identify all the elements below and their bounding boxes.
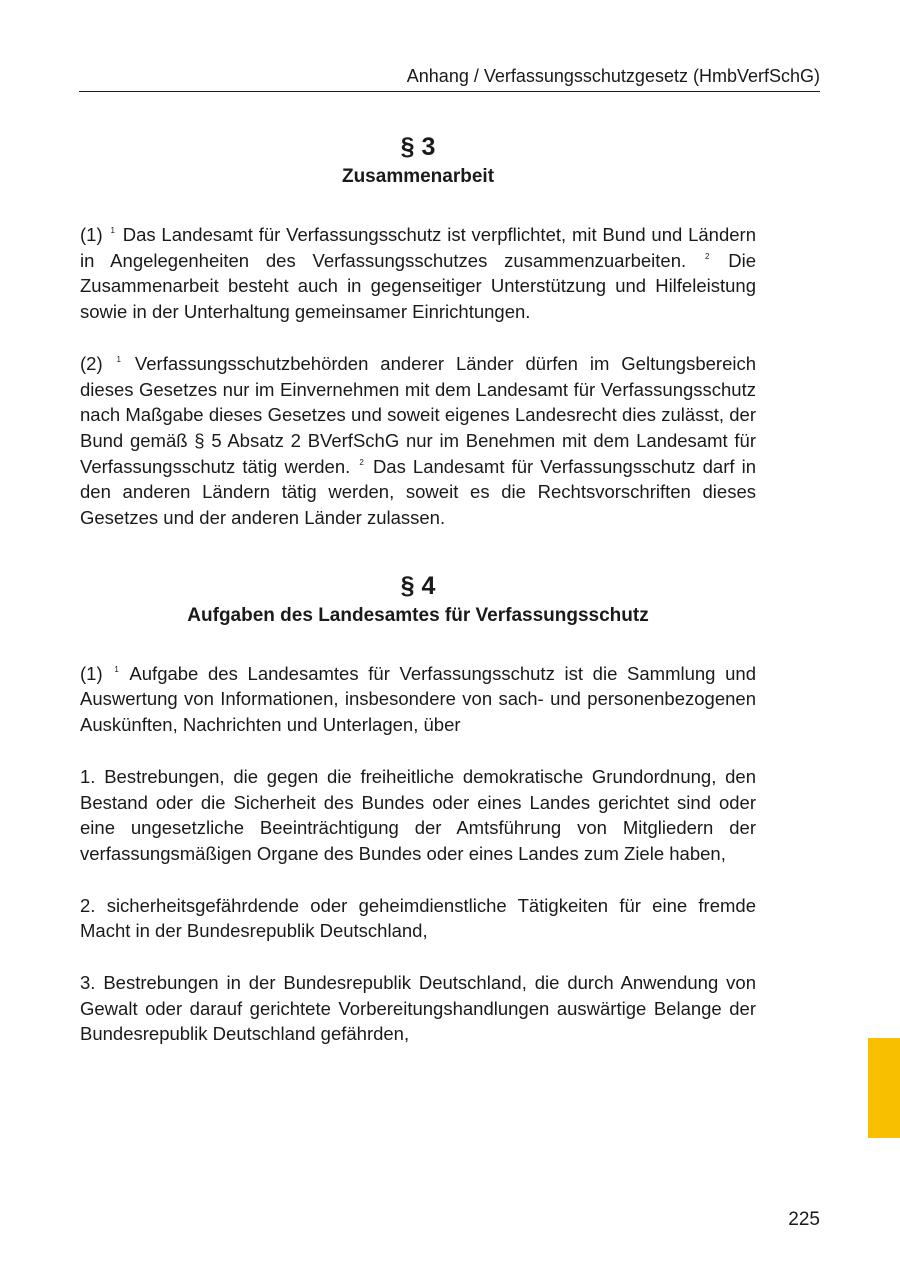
paragraph-label: (1) bbox=[80, 224, 103, 245]
paragraph-text: Aufgabe des Landesamtes für Verfassungsschutz ist die Sammlung und Auswertung von Informationen, insbesondere von sach- und personenbezogenen Auskünften, Nachrichten und Unterlagen, über bbox=[80, 662, 757, 736]
paragraph-label: (2) bbox=[80, 352, 103, 374]
paragraph-text: Die Zusammenarbeit besteht auch in gegenseitiger Unterstützung und Hilfeleistung sowie in der Unterhaltung gemeinsamer Einrichtungen. bbox=[80, 249, 756, 323]
section-4-paragraph-1 bbox=[80, 661, 756, 738]
section-4-title: Aufgaben des Landesamtes für Verfassungsschutz bbox=[187, 604, 649, 626]
section-4-number: § 4 bbox=[400, 571, 436, 600]
sentence-marker: 2 bbox=[704, 251, 710, 261]
paragraph-text: Das Landesamt für Verfassungsschutz ist verpflichtet, mit Bund und Ländern in Angelegenheiten des Verfassungsschutzes zusammenzuarbeiten. bbox=[80, 224, 756, 271]
list-item: 3. Bestrebungen in der Bundesrepublik Deutschland, die durch Anwendung von Gewalt oder darauf gerichtete Vorbereitungshandlungen auswärtige Belange der Bundesrepublik Deutschland gefährden, bbox=[80, 972, 756, 1045]
chapter-tab-marker bbox=[868, 1038, 900, 1138]
page-body bbox=[80, 130, 756, 1073]
sentence-marker: 1 bbox=[110, 226, 115, 235]
list-item: 2. sicherheitsgefährdende oder geheimdienstliche Tätigkeiten für eine fremde Macht in der Bundesrepublik Deutschland, bbox=[80, 894, 756, 942]
paragraph-label: (1) bbox=[80, 662, 103, 684]
section-3-number: § 3 bbox=[400, 133, 436, 161]
running-header: Anhang / Verfassungsschutzgesetz (HmbVerfSchG) bbox=[406, 66, 820, 86]
section-3-paragraph-1 bbox=[80, 222, 756, 325]
sentence-marker: 2 bbox=[359, 457, 364, 467]
page-number: 225 bbox=[788, 1209, 820, 1230]
paragraph-text: Verfassungsschutzbehörden anderer Länder dürfen im Geltungsbereich dieses Gesetzes nur im Einvernehmen mit dem Landesamt für Verfassungsschutz nach Maßgabe dieses Gesetzes und soweit eigenes Landesrecht dies zulässt, der Bund gemäß § 5 Absatz 2 BVerfSchG nur im Benehmen mit dem Landesamt für Verfassungsschutz tätig werden. bbox=[80, 352, 757, 477]
paragraph-text: Das Landesamt für Verfassungsschutz darf in den anderen Ländern tätig werden, soweit es die Rechtsvorschriften dieses Gesetzes und der anderen Länder zulassen. bbox=[80, 455, 757, 529]
section-3-paragraph-2 bbox=[80, 351, 756, 531]
sentence-marker: 1 bbox=[116, 354, 121, 364]
section-3-title: Zusammenarbeit bbox=[341, 166, 495, 187]
header-rule bbox=[79, 91, 820, 92]
sentence-marker: 1 bbox=[114, 664, 119, 674]
list-item: 1. Bestrebungen, die gegen die freiheitliche demokratische Grundordnung, den Bestand oder die Sicherheit des Bundes oder eines Landes gerichtet sind oder eine ungesetzliche Beeinträchtigung der Amtsführung von Mitgliedern der verfassungsmäßigen Organe des Bundes oder eines Landes zum Ziele haben, bbox=[80, 765, 756, 864]
